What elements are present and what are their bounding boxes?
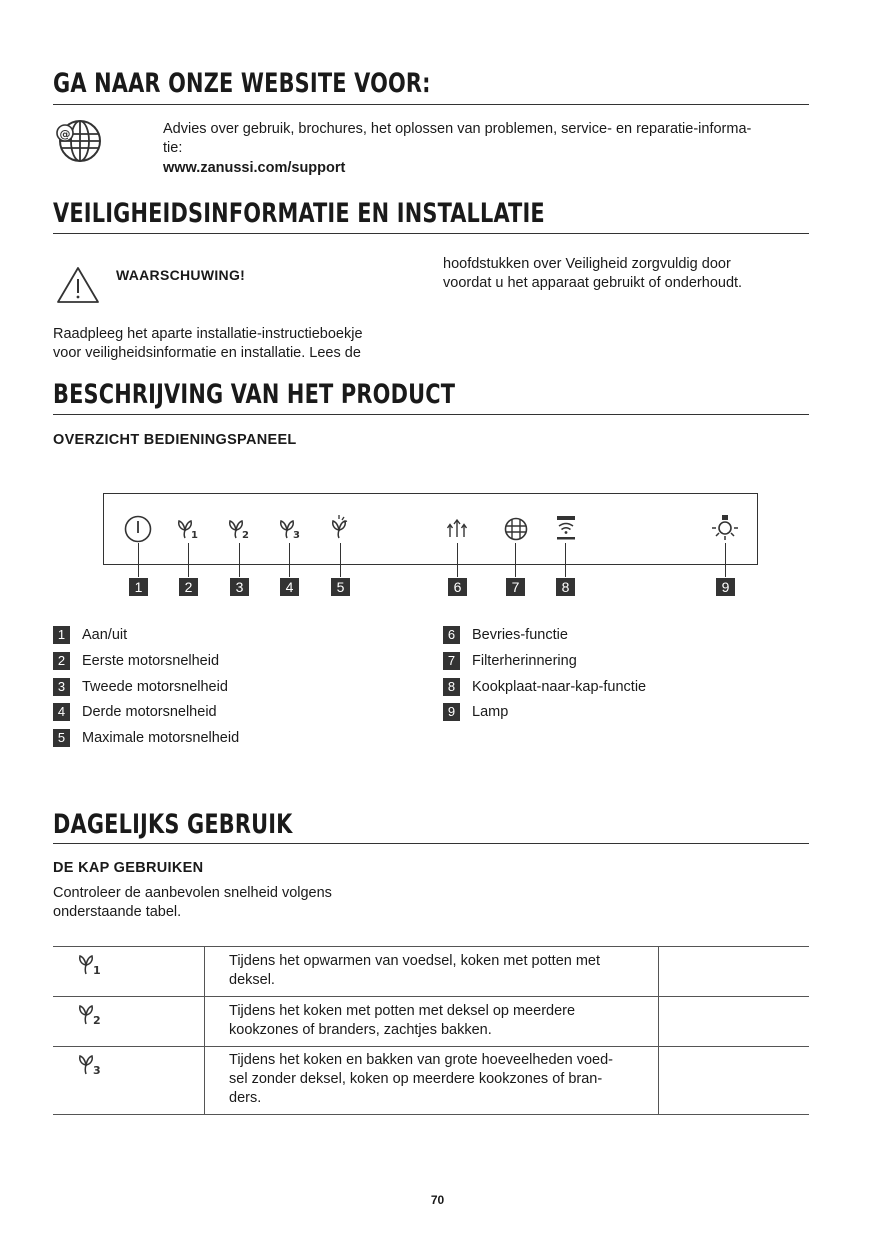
table-border (53, 1114, 809, 1115)
legend-number: 7 (443, 652, 460, 670)
fan-subscript: 1 (191, 530, 198, 540)
legend-item (53, 702, 217, 722)
safety-right-line1: hoofdstukken over Veiligheid zorgvuldig door (443, 256, 731, 272)
table-cell-text (229, 1051, 649, 1108)
legend-item (443, 702, 508, 722)
website-text-cont: tie: (163, 140, 183, 156)
leader-line (340, 543, 341, 577)
legend-item (443, 677, 646, 697)
panel-number: 4 (280, 578, 299, 596)
legend-number: 3 (53, 678, 70, 696)
table-cell-line: Tijdens het koken met potten met deksel op meerdere (229, 1003, 576, 1019)
table-border (204, 946, 205, 1114)
legend-number: 4 (53, 703, 70, 721)
panel-number: 2 (179, 578, 198, 596)
warning-triangle-icon (56, 266, 100, 304)
legend-item (53, 728, 239, 748)
legend-label: Lamp (472, 704, 509, 720)
panel-number: 1 (129, 578, 148, 596)
use-hood-subheading: DE KAP GEBRUIKEN (53, 860, 204, 876)
fan-speed-3-icon[interactable] (278, 518, 304, 540)
daily-intro-line1: Controleer de aanbevolen snelheid volgens (53, 885, 332, 901)
power-icon[interactable] (124, 515, 152, 543)
leader-line (565, 543, 566, 577)
warning-label: WAARSCHUWING! (116, 267, 246, 283)
table-cell-line: Tijdens het opwarmen van voedsel, koken met potten met (229, 953, 601, 969)
table-border (658, 946, 659, 1114)
legend-number: 9 (443, 703, 460, 721)
leader-line (289, 543, 290, 577)
legend-label: Filterherinnering (472, 653, 577, 669)
table-border (53, 1046, 809, 1047)
fan-speed-1-icon[interactable] (176, 518, 202, 540)
table-cell-line: Tijdens het koken en bakken van grote hoeveelheden voed- (229, 1052, 613, 1068)
table-border (53, 946, 809, 947)
legend-label: Tweede motorsnelheid (82, 679, 228, 695)
table-cell-line: kookzones of branders, zachtjes bakken. (229, 1022, 492, 1038)
table-cell-line: sel zonder deksel, koken op meerdere kookzones of bran- (229, 1071, 603, 1087)
legend-label: Bevries-functie (472, 627, 568, 643)
panel-number: 7 (506, 578, 525, 596)
fan-subscript: 2 (242, 530, 249, 540)
safety-left-line1: Raadpleeg het aparte installatie-instructieboekje (53, 326, 363, 342)
safety-rule (53, 233, 809, 234)
leader-line (725, 543, 726, 577)
hob-to-hood-icon[interactable] (554, 515, 578, 541)
table-speed-number: 1 (93, 964, 101, 977)
legend-item (53, 677, 228, 697)
daily-intro-line2: onderstaande tabel. (53, 904, 182, 920)
panel-number: 8 (556, 578, 575, 596)
product-rule (53, 414, 809, 415)
filter-reminder-icon[interactable] (504, 517, 528, 541)
legend-number: 5 (53, 729, 70, 747)
daily-use-rule (53, 843, 809, 844)
website-text: Advies over gebruik, brochures, het oplossen van problemen, service- en reparatie-informa- (163, 121, 752, 137)
legend-number: 1 (53, 626, 70, 644)
safety-right-line2: voordat u het apparaat gebruikt of onderhoudt. (443, 275, 743, 291)
support-link[interactable]: www.zanussi.com/support (163, 160, 346, 176)
table-cell-text (229, 952, 649, 990)
fan-speed-2-icon (77, 1003, 105, 1027)
svg-text:@: @ (59, 127, 71, 141)
table-cell-line: ders. (229, 1090, 262, 1106)
safety-left-line2: voor veiligheidsinformatie en installatie. Lees de (53, 345, 361, 361)
legend-number: 2 (53, 652, 70, 670)
panel-number: 6 (448, 578, 467, 596)
legend-item (443, 625, 568, 645)
leader-line (138, 543, 139, 577)
globe-at-icon (53, 117, 101, 165)
fan-max-icon[interactable] (328, 514, 354, 540)
legend-number: 6 (443, 626, 460, 644)
fan-speed-3-icon (77, 1053, 105, 1077)
control-panel-subheading: OVERZICHT BEDIENINGSPANEEL (53, 432, 297, 448)
table-speed-number: 2 (93, 1014, 101, 1027)
product-heading: BESCHRIJVING VAN HET PRODUCT (53, 379, 456, 410)
leader-line (515, 543, 516, 577)
panel-number: 9 (716, 578, 735, 596)
website-rule (53, 104, 809, 105)
legend-item (53, 651, 219, 671)
daily-use-heading: DAGELIJKS GEBRUIK (53, 809, 293, 840)
leader-line (188, 543, 189, 577)
table-cell-line: deksel. (229, 972, 275, 988)
lamp-icon[interactable] (710, 514, 740, 542)
page-number: 70 (430, 1193, 445, 1207)
table-speed-number: 3 (93, 1064, 101, 1077)
legend-label: Kookplaat-naar-kap-functie (472, 679, 647, 695)
leader-line (457, 543, 458, 577)
legend-item (443, 651, 577, 671)
leader-line (239, 543, 240, 577)
legend-label: Eerste motorsnelheid (82, 653, 220, 669)
breeze-arrows-icon[interactable] (445, 515, 469, 539)
legend-label: Aan/uit (82, 627, 128, 643)
legend-label: Maximale motorsnelheid (82, 730, 240, 746)
fan-subscript: 3 (293, 530, 300, 540)
fan-speed-2-icon[interactable] (227, 518, 253, 540)
panel-number: 5 (331, 578, 350, 596)
website-heading: GA NAAR ONZE WEBSITE VOOR: (53, 68, 431, 99)
fan-speed-1-icon (77, 953, 105, 977)
legend-number: 8 (443, 678, 460, 696)
panel-number: 3 (230, 578, 249, 596)
legend-item (53, 625, 127, 645)
legend-label: Derde motorsnelheid (82, 704, 217, 720)
safety-heading: VEILIGHEIDSINFORMATIE EN INSTALLATIE (53, 198, 545, 229)
table-cell-text (229, 1002, 649, 1040)
table-border (53, 996, 809, 997)
